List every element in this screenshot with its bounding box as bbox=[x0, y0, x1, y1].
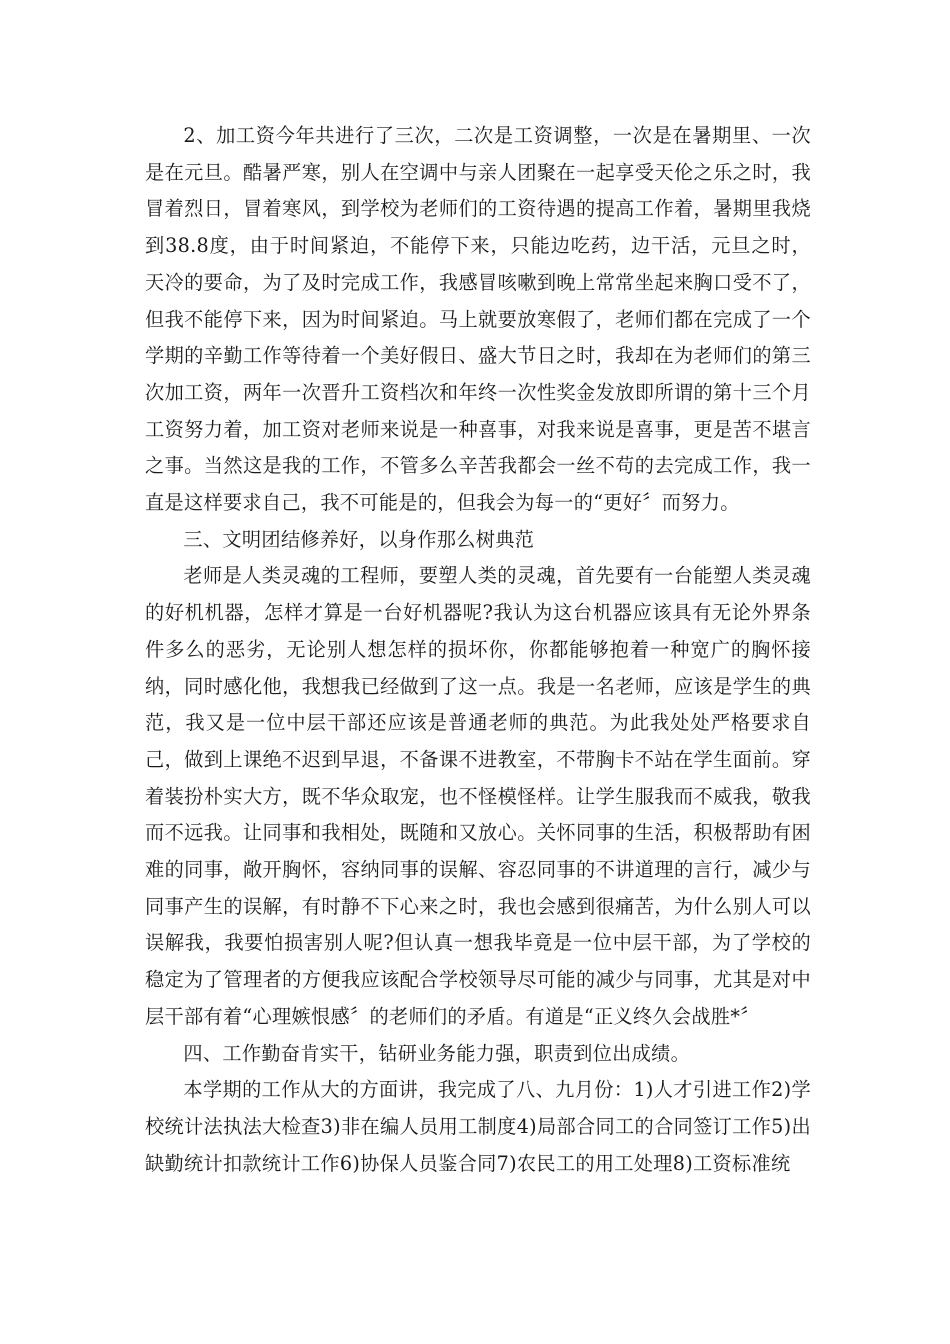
paragraph-salary: 2、加工资今年共进行了三次，二次是工资调整，一次是在暑期里、一次是在元旦。酷暑严寒，别人在空调中与亲人团聚在一起享受天伦之乐之时，我冒着烈日，冒着寒风，到学校为老师们的工资待遇的提高工作着，暑期里我烧到38.8度，由于时间紧迫，不能停下来，只能边吃药，边干活，元旦之时，天冷的要命，为了及时完成工作，我感冒咳嗽到晚上常常坐起来胸口受不了，但我不能停下来，因为时间紧迫。马上就要放寒假了，老师们都在完成了一个学期的辛勤工作等待着一个美好假日、盛大节日之时，我却在为老师们的第三次加工资，两年一次晋升工资档次和年终一次性奖金发放即所谓的第十三个月工资努力着，加工资对老师来说是一种喜事，对我来说是喜事，更是苦不堪言之事。当然这是我的工作，不管多么辛苦我都会一丝不苟的去完成工作，我一直是这样要求自己，我不可能是的，但我会为每一的“更好〞而努力。 bbox=[145, 124, 811, 515]
document-page bbox=[145, 118, 811, 1182]
paragraph-role-model: 老师是人类灵魂的工程师，要塑人类的灵魂，首先要有一台能塑人类灵魂的好机机器，怎样才算是一台好机器呢?我认为这台机器应该具有无论外界条件多么的恶劣，无论别人想怎样的损坏你，你都能够抱着一种宽广的胸怀接纳，同时感化他，我想我已经做到了这一点。我是一名老师，应该是学生的典范，我又是一位中层干部还应该是普通老师的典范。为此我处处严格要求自己，做到上课绝不迟到早退，不备课不进教室，不带胸卡不站在学生面前。穿着装扮朴实大方，既不华众取宠，也不怪模怪样。让学生服我而不威我，敬我而不远我。让同事和我相处，既随和又放心。关怀同事的生活，积极帮助有困难的同事，敞开胸怀，容纳同事的误解、容忍同事的不讲道理的言行，减少与同事产生的误解，有时静不下心来之时，我也会感到很痛苦，为什么别人可以误解我，我要怕损害别人呢?但认真一想我毕竟是一位中层干部，为了学校的稳定为了管理者的方便我应该配合学校领导尽可能的减少与同事，尤其是对中层干部有着“心理嫉恨感〞的老师们的矛盾。有道是“正义终久会战胜*〞 bbox=[145, 564, 811, 1028]
paragraph-work-list: 本学期的工作从大的方面讲，我完成了八、九月份：1)人才引进工作2)学校统计法执法大检查3)非在编人员用工制度4)局部合同工的合同签订工作5)出缺勤统计扣款统计工作6)协保人员鉴合同7)农民工的用工处理8)工资标准统 bbox=[145, 1078, 811, 1175]
section-heading-four: 四、工作勤奋肯实干，钻研业务能力强，职责到位出成绩。 bbox=[183, 1041, 691, 1065]
section-heading-three: 三、文明团结修养好，以身作那么树典范 bbox=[183, 527, 535, 551]
